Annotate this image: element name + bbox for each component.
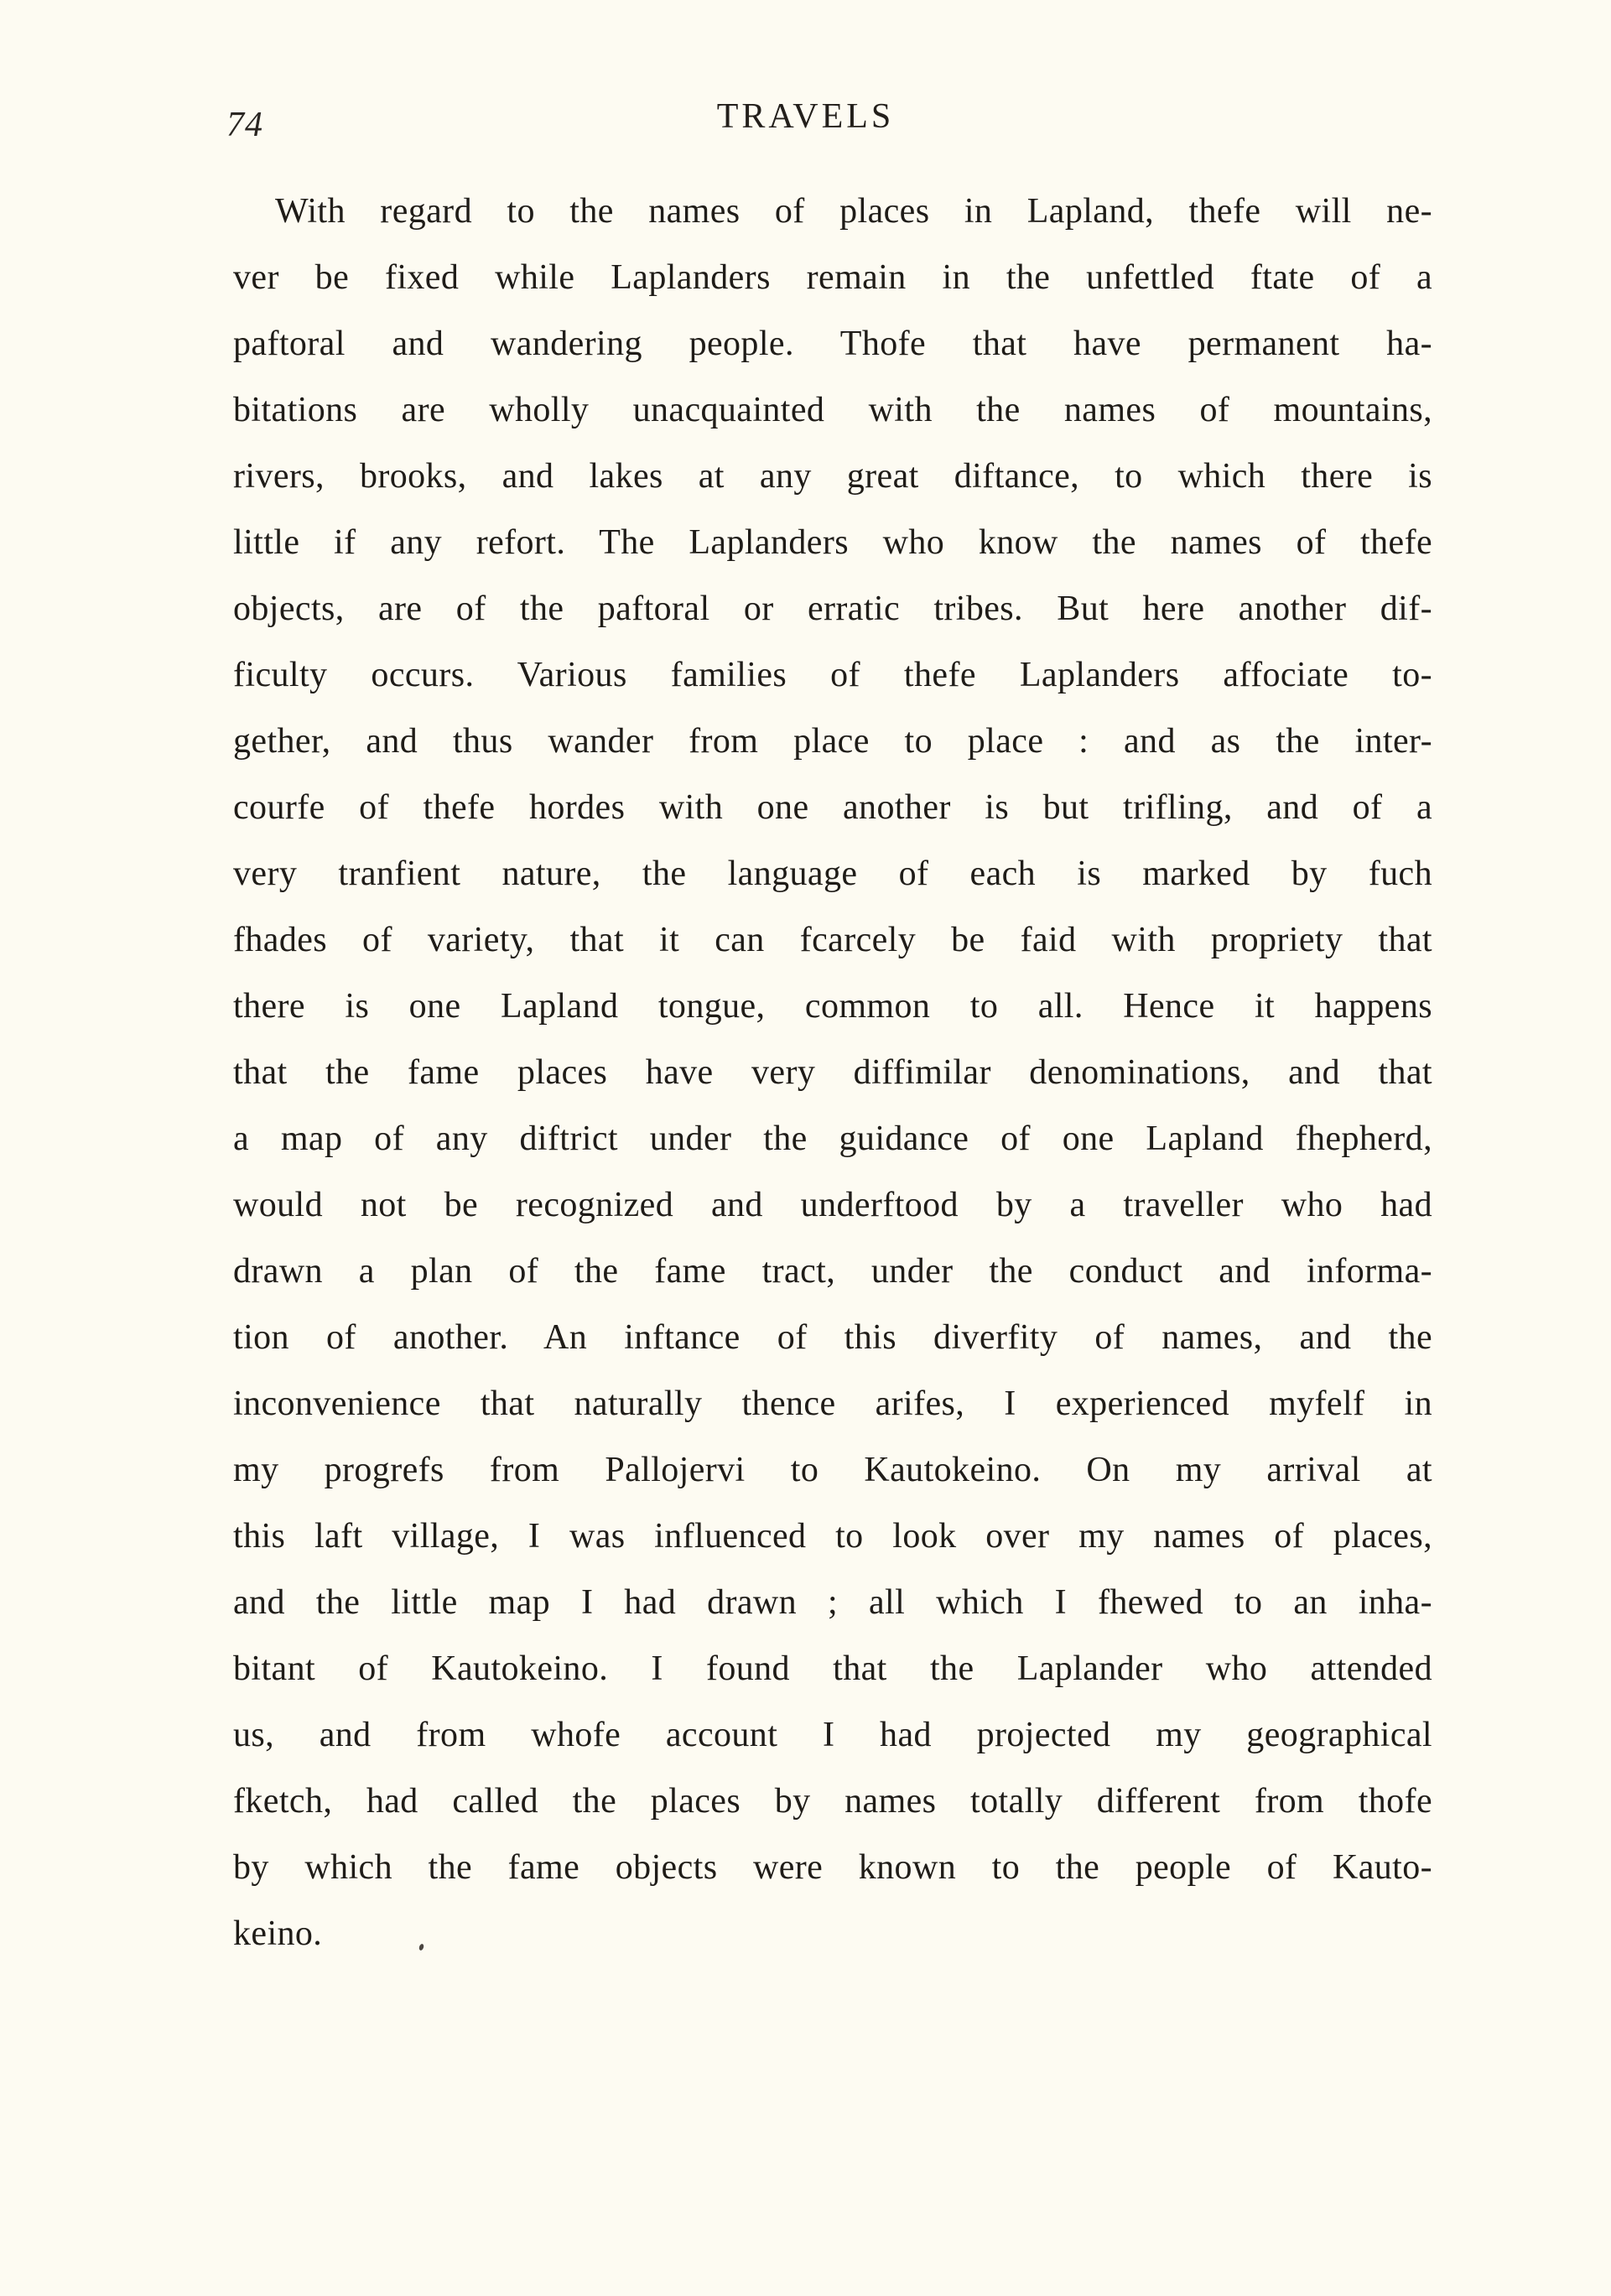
text-line: bitant of Kautokeino. I found that the Laplander who attended — [233, 1649, 1432, 1688]
text-line: my progrefs from Pallojervi to Kautokeino. On my arrival at — [233, 1451, 1432, 1489]
text-line: fhades of variety, that it can fcarcely be faid with propriety that — [233, 921, 1432, 959]
text-line: very tranfient nature, the language of each is marked by fuch — [233, 855, 1432, 893]
text-line: drawn a plan of the fame tract, under the conduct and informa- — [233, 1252, 1432, 1291]
text-line: little if any refort. The Laplanders who know the names of thefe — [233, 523, 1432, 562]
text-line: a map of any diftrict under the guidance of one Lapland fhepherd, — [233, 1119, 1432, 1158]
running-title: TRAVELS — [716, 97, 895, 136]
text-line: fketch, had called the places by names totally different from thofe — [233, 1782, 1432, 1821]
page-number: 74 — [226, 106, 263, 144]
text-line: by which the fame objects were known to the people of Kauto- — [233, 1848, 1432, 1887]
text-line: tion of another. An inftance of this diverfity of names, and the — [233, 1318, 1432, 1357]
text-line: rivers, brooks, and lakes at any great diftance, to which there is — [233, 457, 1432, 496]
text-line: this laft village, I was influenced to look over my names of places, — [233, 1517, 1432, 1556]
text-line: gether, and thus wander from place to place : and as the inter- — [233, 722, 1432, 761]
text-line: paftoral and wandering people. Thofe that have permanent ha- — [233, 325, 1432, 363]
text-line: us, and from whofe account I had projected my geographical — [233, 1716, 1432, 1754]
text-line: courfe of thefe hordes with one another is but trifling, and of a — [233, 788, 1432, 827]
text-line: ver be fixed while Laplanders remain in the unfettled ftate of a — [233, 258, 1432, 297]
text-line: that the fame places have very diffimilar denominations, and that — [233, 1053, 1432, 1092]
text-line: there is one Lapland tongue, common to all. Hence it happens — [233, 987, 1432, 1026]
text-line: ficulty occurs. Various families of thefe Laplanders affociate to- — [233, 656, 1432, 694]
text-line: bitations are wholly unacquainted with the names of mountains, — [233, 391, 1432, 429]
text-line: would not be recognized and underftood by a traveller who had — [233, 1186, 1432, 1224]
body-paragraph — [233, 179, 1432, 1967]
text-line: and the little map I had drawn ; all which I fhewed to an inha- — [233, 1583, 1432, 1622]
text-line: keino. — [233, 1914, 323, 1953]
running-head — [0, 91, 1611, 144]
text-line: With regard to the names of places in Lapland, thefe will ne- — [275, 192, 1432, 231]
text-line: objects, are of the paftoral or erratic tribes. But here another dif- — [233, 590, 1432, 628]
text-line: inconvenience that naturally thence arifes, I experienced myfelf in — [233, 1384, 1432, 1423]
